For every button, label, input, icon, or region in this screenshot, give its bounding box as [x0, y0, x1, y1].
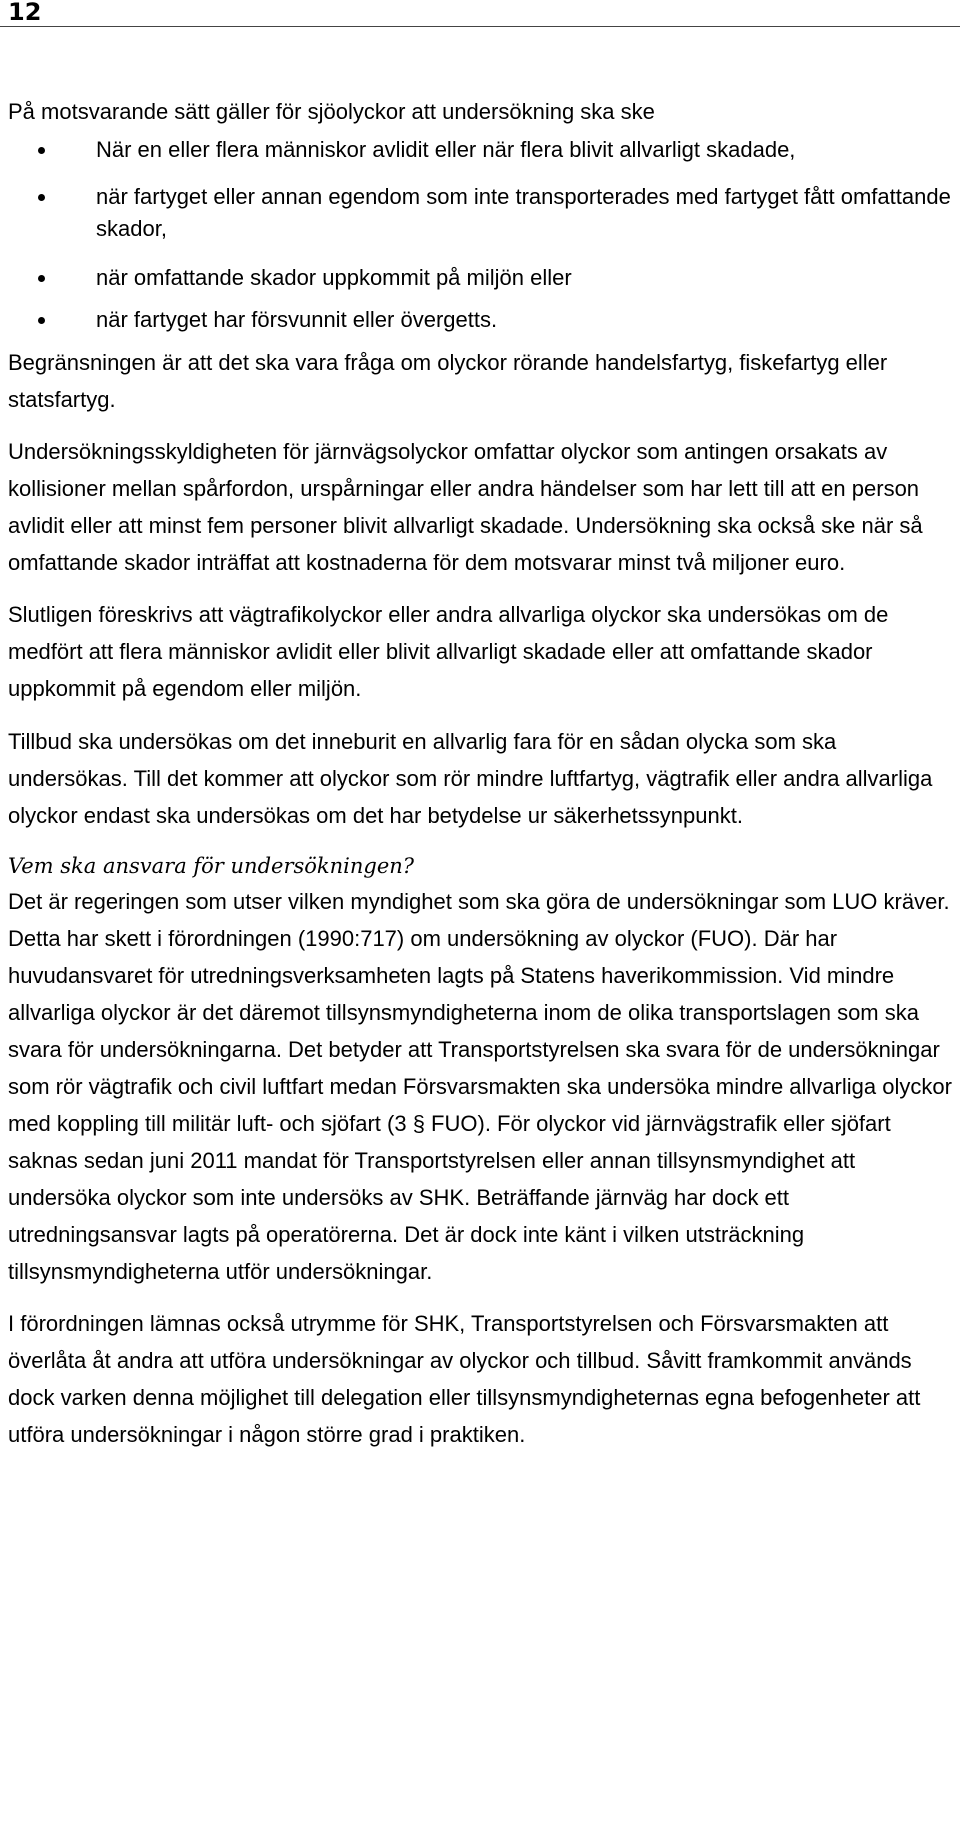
paragraph-railway: Undersökningsskyldigheten för järnvägsolyckor omfattar olyckor som antingen orsakats av kollisioner mellan spårfordon, urspårningar eller andra händelser som har lett till att en person avlidit eller att minst fem personer blivit allvarligt skadade. Undersökning ska också ske när så omfattande skador inträffat att kostnaderna för dem motsvarar minst två miljoner euro.	[8, 439, 923, 575]
section-heading: Vem ska ansvara för undersökningen?	[8, 854, 415, 878]
list-item-text: När en eller flera människor avlidit eller när flera blivit allvarligt skadade,	[96, 137, 796, 162]
list-item	[8, 134, 952, 166]
paragraph-incidents: Tillbud ska undersökas om det inneburit en allvarlig fara för en sådan olycka som ska undersökas. Till det kommer att olyckor som rör mindre luftfartyg, vägtrafik eller andra allvarliga olyckor endast ska undersökas om det har betydelse ur säkerhetssynpunkt.	[8, 729, 933, 828]
list-item-text: när omfattande skador uppkommit på miljön eller	[96, 265, 572, 290]
paragraph-restriction: Begränsningen är att det ska vara fråga om olyckor rörande handelsfartyg, fiskefartyg eller statsfartyg.	[8, 350, 888, 412]
page-number: 12	[8, 0, 42, 26]
intro-paragraph: På motsvarande sätt gäller för sjöolyckor att undersökning ska ske	[8, 99, 655, 124]
bullet-icon	[38, 147, 45, 154]
bullet-list	[8, 134, 952, 336]
list-item	[8, 262, 952, 294]
bullet-icon	[38, 317, 45, 324]
paragraph-delegation: I förordningen lämnas också utrymme för SHK, Transportstyrelsen och Försvarsmakten att överlåta åt andra att utföra undersökningar av olyckor och tillbud. Såvitt framkommit används dock varken denna möjlighet till delegation eller tillsynsmyndigheternas egna befogenheter att utföra undersökningar i någon större grad i praktiken.	[8, 1311, 921, 1447]
list-item	[8, 304, 952, 336]
header-rule	[0, 26, 960, 27]
paragraph-responsibility: Det är regeringen som utser vilken myndighet som ska göra de undersökningar som LUO kräver. Detta har skett i förordningen (1990:717) om undersökning av olyckor (FUO). Där har huvudansvaret för utredningsverksamheten lagts på Statens haverikommission. Vid mindre allvarliga olyckor är det däremot tillsynsmyndigheterna inom de olika transportslagen som ska svara för undersökningarna. Det betyder att Transportstyrelsen ska svara för de undersökningar som rör vägtrafik och civil luftfart medan Försvarsmakten ska undersöka mindre allvarliga olyckor med koppling till militär luft- och sjöfart (3 § FUO). För olyckor vid järnvägstrafik eller sjöfart saknas sedan juni 2011 mandat för Transportstyrelsen eller annan tillsynsmyndighet att undersöka olyckor som inte undersöks av SHK. Beträffande järnväg har dock ett utredningsansvar lagts på operatörerna. Det är dock inte känt i vilken utsträckning tillsynsmyndigheterna utför undersökningar.	[8, 889, 952, 1284]
list-item-text: när fartyget har försvunnit eller övergetts.	[96, 307, 498, 332]
document-body	[8, 93, 952, 1453]
list-item	[8, 181, 952, 245]
bullet-icon	[38, 275, 45, 282]
list-item-text: när fartyget eller annan egendom som inte transporterades med fartyget fått omfattande skador,	[96, 184, 951, 241]
paragraph-road-traffic: Slutligen föreskrivs att vägtrafikolyckor eller andra allvarliga olyckor ska undersökas om de medfört att flera människor avlidit eller blivit allvarligt skadade eller att omfattande skador uppkommit på egendom eller miljön.	[8, 602, 889, 701]
bullet-icon	[38, 194, 45, 201]
